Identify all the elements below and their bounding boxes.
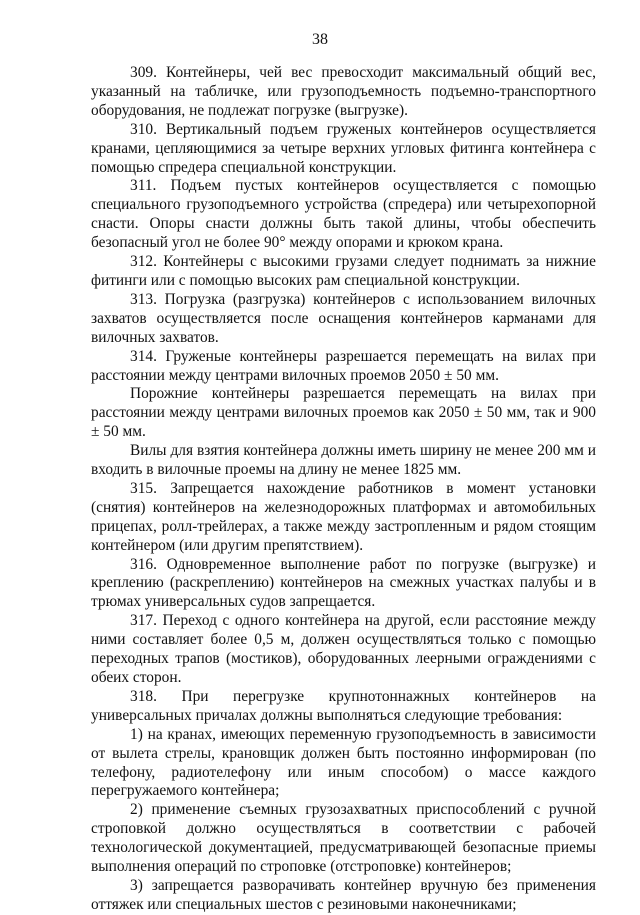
- paragraph-313: 313. Погрузка (разгрузка) контейнеров с использованием вилочных захватов осуществляется после оснащения контейнеров карманами для вилочных захватов.: [91, 290, 596, 346]
- paragraph-310: 310. Вертикальный подъем груженых контейнеров осуществляется кранами, цепляющимися за четыре верхних угловых фитинга контейнера с помощью спредера специальной конструкции.: [91, 120, 596, 176]
- paragraph-312: 312. Контейнеры с высокими грузами следует поднимать за нижние фитинги или с помощью высоких рам специальной конструкции.: [91, 253, 596, 289]
- paragraph-318-item-3: 3) запрещается разворачивать контейнер вручную без применения оттяжек или специальных шестов с резиновыми наконечниками;: [91, 876, 596, 913]
- paragraph-314: 314. Груженые контейнеры разрешается перемещать на вилах при расстоянии между центрами вилочных проемов 2050 ± 50 мм.: [91, 347, 596, 384]
- paragraph-314-forks: Вилы для взятия контейнера должны иметь ширину не менее 200 мм и входить в вилочные проемы на длину не менее 1825 мм.: [91, 442, 596, 479]
- paragraph-315: 315. Запрещается нахождение работников в момент установки (снятия) контейнеров на железнодорожных платформах и автомобильных прицепах, ролл-трейлерах, а также между застропленным и рядом стоящим контейнером (или другим препятствием).: [91, 479, 596, 554]
- paragraph-314-empty-containers: Порожние контейнеры разрешается перемещать на вилах при расстоянии между центрами вилочных проемов как 2050 ± 50 мм, так и 900 ± 50 мм.: [91, 385, 596, 441]
- paragraph-316: 316. Одновременное выполнение работ по погрузке (выгрузке) и креплению (раскреплению) контейнеров на смежных участках палубы и в трюмах универсальных судов запрещается.: [91, 555, 596, 611]
- paragraph-309: 309. Контейнеры, чей вес превосходит максимальный общий вес, указанный на табличке, или грузоподъемность подъемно-транспортного оборудования, не подлежат погрузке (выгрузке).: [91, 64, 596, 119]
- paragraph-317: 317. Переход с одного контейнера на другой, если расстояние между ними составляет более 0,5 м, должен осуществляться только с помощью переходных трапов (мостиков), оборудованных леерными ограждениями с обеих сторон.: [91, 612, 596, 686]
- document-body: [91, 64, 596, 915]
- page-number: 38: [312, 31, 328, 48]
- paragraph-318-item-2: 2) применение съемных грузозахватных приспособлений с ручной строповкой должно осуществляться в соответствии с рабочей технологической документацией, предусматривающей безопасные приемы выполнения операций по строповке (отстроповке) контейнеров;: [91, 801, 596, 876]
- paragraph-318: 318. При перегрузке крупнотоннажных контейнеров на универсальных причалах должны выполняться следующие требования:: [91, 687, 596, 724]
- paragraph-311: 311. Подъем пустых контейнеров осуществляется с помощью специального грузоподъемного устройства (спредера) или четырехопорной снасти. Опоры снасти должны быть такой длины, чтобы обеспечить безопасный угол не более 90° между опорами и крюком крана.: [91, 177, 596, 252]
- paragraph-318-item-1: 1) на кранах, имеющих переменную грузоподъемность в зависимости от вылета стрелы, крановщик должен быть постоянно информирован (по телефону, радиотелефону или иным способом) о массе каждого перегружаемого контейнера;: [91, 725, 596, 800]
